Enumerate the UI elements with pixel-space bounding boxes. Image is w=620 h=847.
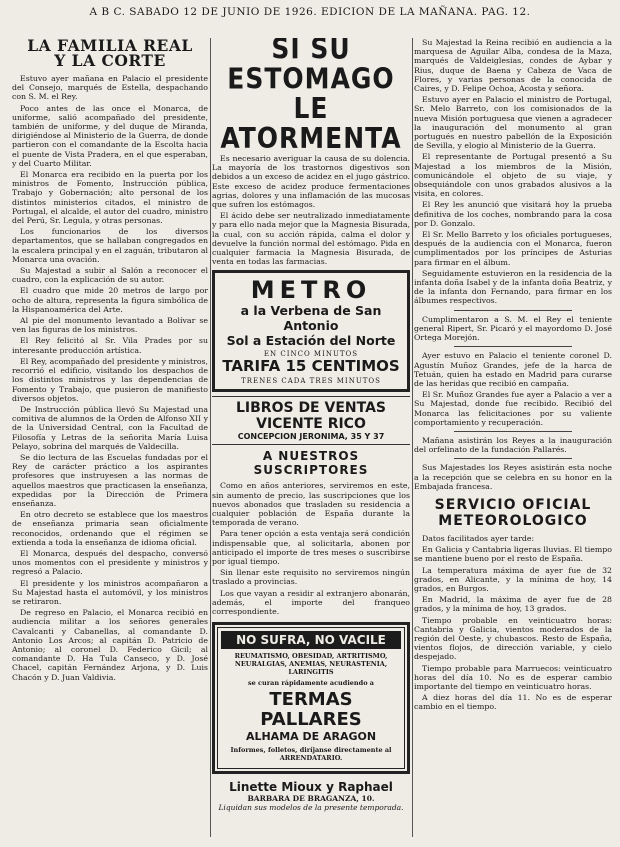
title-line: Y LA CORTE — [54, 51, 166, 70]
paragraph: La temperatura máxima de ayer fue de 32 grados, en Alicante, y la mínima de hoy, 14 grados, en Burgos. — [414, 565, 612, 593]
paragraph: Los funcionarios de los diversos departamentos, que se hallaban congregados en la escalera principal y en el zaguán, tributaron al Monarca una ovación. — [12, 227, 208, 264]
ad-address: CONCEPCION JERONIMA, 35 Y 37 — [237, 432, 385, 442]
paragraph: Su Majestad a subir al Salón a reconocer el cuadro, con la explicación de su autor. — [12, 266, 208, 285]
paragraph: Como en años anteriores, serviremos en este, sin aumento de precio, las suscripciones que los nuevos abonados que trasladen su residencia a cualquier población de España durante la temporada de verano. — [212, 481, 410, 528]
ad-paragraph: Es necesario averiguar la causa de su dolencia. La mayoría de los trastornos digestivos son debidos a un exceso de acidez en el jugo gástrico. Este exceso de acidez produce fermentaciones agrias, dolores y una inflamación de las mucosas que sufren los estómagos. — [212, 154, 410, 210]
ad-banner: NO SUFRA, NO VACILE — [221, 631, 401, 649]
title-line: LA FAMILIA REAL — [27, 38, 193, 55]
paragraph: El Monarca era recibido en la puerta por los ministros de Fomento, Instrucción pública, Trabajo y Gobernación; alto personal de los distintos ministerios citados, el ministro de Portugal, el alcalde, el autor del cuadro, ministro del Perú, Sr. Legula, y otras personas. — [12, 170, 208, 226]
paragraph: Al pie del monumento levantado a Bolívar se ven las figuras de los ministros. — [12, 316, 208, 335]
ad-info: Informes, folletos, diríjanse directamente al ARRENDATARIO. — [230, 746, 392, 763]
paragraph: El Monarca, después del despacho, conversó unos momentos con el presidente y ministros y regresó a Palacio. — [12, 548, 208, 577]
paragraph: En otro decreto se establece que los maestros de enseñanza primaria sean oficialmente reconocidos, ordenando que el régimen se extienda a toda la enseñanza de idioma oficial. — [12, 510, 208, 547]
divider — [454, 458, 573, 459]
ad-address: BARBARA DE BRAGANZA, 10. — [247, 794, 375, 804]
linette-ad — [212, 780, 410, 812]
paragraph: A diez horas del día 11. No es de esperar cambio en el tiempo. — [414, 693, 612, 712]
paragraph: Los que vayan a residir al extranjero abonarán, además, el importe del franqueo correspondiente. — [212, 588, 410, 617]
paragraph: Sin llenar este requisito no serviremos ningún traslado a provincias. — [212, 568, 410, 587]
page-header: A B C. SABADO 12 DE JUNIO DE 1926. EDICION DE LA MAÑANA. PAG. 12. — [89, 6, 531, 18]
weather-service-title — [414, 497, 612, 529]
headline-line: LE ATORMENTA — [220, 91, 402, 155]
ad-name: TERMAS PALLARES — [260, 689, 362, 731]
metro-line: a la Verbena de San Antonio — [240, 303, 382, 334]
subscribers-title: A NUESTROS SUSCRIPTORES — [253, 449, 369, 478]
metro-line: EN CINCO MINUTOS — [263, 350, 359, 359]
column-divider — [210, 38, 211, 837]
title-line: SERVICIO OFICIAL — [434, 496, 592, 513]
paragraph: De regreso en Palacio, el Monarca recibió en audiencia militar a los señores generales Cavalcanti y Cabanellas, al comandante D. Antonio Los Arcos; al capitán D. Patricio de Antonio; al coronel D. Federico Gicil; al comandante D. Ha Tula Canseco, y D. José Chacel, capitán Fernández Arjona, y D. Luis Chacón y D. Juan Valdivia. — [12, 608, 208, 682]
paragraph: El Rey felicitó al Sr. Vila Prades por su interesante producción artística. — [12, 336, 208, 355]
paragraph: Estuvo ayer en Palacio el ministro de Portugal, Sr. Melo Barreto, con los comisionados de la nueva Misión portuguesa que vienen a agradecer la inauguración del monumento al gran portugués en nuestro pabellón de la Exposición de Sevilla, y elogio al Ministerio de la Guerra. — [414, 95, 612, 151]
paragraph: En Madrid, la máxima de ayer fue de 28 grados, y la mínima de hoy, 13 grados. — [414, 595, 612, 614]
paragraph: Mañana asistirán los Reyes a la inauguración del orfelinato de la fundación Pallarés. — [414, 435, 612, 455]
column-advertisements — [212, 38, 410, 841]
ad-place: ALHAMA DE ARAGON — [245, 730, 377, 744]
paragraph: El cuadro que mide 20 metros de largo por ocho de altura, representa la figura simbólica de la Hispanoamérica del Arte. — [12, 286, 208, 314]
paragraph: Su Majestad la Reina recibió en audiencia a la marquesa de Aguilar Alba, condesa de la Maza, marqués de Valdeiglesias, condes de Aybar y Rius, duque de Baena y Cabeza de Vaca de Flores, y varias personas de la conocida de Caires, y D. Felipe Ochoa, Acosta y señora. — [414, 38, 612, 94]
paragraph: Seguidamente estuvieron en la residencia de la infanta doña Isabel y de la infanta doña Beatriz, y de la infanta don Fernando, para firmar en los álbumes respectivos. — [414, 268, 612, 306]
ad-title: VICENTE RICO — [256, 416, 366, 433]
metro-price: TARIFA 15 CENTIMOS — [222, 357, 400, 376]
paragraph: El Sr. Mello Barreto y los oficiales portugueses, después de la audiencia con el Monarca, fueron cumplimentados por los príncipes de Asturias para firmar en el álbum. — [414, 230, 612, 267]
ad-title: LIBROS DE VENTAS — [236, 400, 386, 417]
paragraph: El Rey les anunció que visitará hoy la prueba definitiva de los coches, nombrando para la cosa por D. Gonzalo. — [414, 200, 612, 228]
termas-pallares-ad — [212, 622, 410, 774]
paragraph: Datos facilitados ayer tarde: — [422, 533, 535, 543]
ad-paragraph: El ácido debe ser neutralizado inmediatamente y para ello nada mejor que la Magnesia Bisurada, la cual, con su acción rápida, calma el dolor y devuelve la función normal del estómago. Pida en cualquier farmacia la Magnesia Bisurada, de venta en todas las farmacias. — [212, 211, 410, 267]
paragraph: El Rey, acompañado del presidente y ministros, recorrió el edificio, visitando los despachos de los distintos ministros y las dependencias de Fomento y Trabajo, que pusieron de manifiesto diversos objetos. — [12, 356, 208, 403]
paragraph: El presidente y los ministros acompañaron a Su Majestad hasta el automóvil, y los ministros se retiraron. — [12, 578, 208, 606]
paragraph: De Instrucción pública llevó Su Majestad una comitiva de alumnos de la Orden de Alfonso XII y de la Universidad Central, con la Facultad de Filosofía y Letras de la señorita María Luisa Pelayo, sobrina del marqués de Valdecilla. — [12, 404, 208, 451]
metro-line: TRENES CADA TRES MINUTOS — [241, 377, 381, 386]
headline-line: SI SU ESTOMAGO — [227, 38, 395, 96]
ad-note: Liquidan sus modelos de la presente temporada. — [218, 803, 404, 813]
paragraph: Estuvo ayer mañana en Palacio el presidente del Consejo, marqués de Estella, despachando con S. M. el Rey. — [12, 74, 208, 102]
paragraph: Ayer estuvo en Palacio el teniente coronel D. Agustín Muñoz Grandes, jefe de la harca de Tetuán, quien ha estado en Madrid para curarse de las heridas que recibió en campaña. — [414, 351, 612, 388]
paragraph: El Sr. Muñoz Grandes fue ayer a Palacio a ver a Su Majestad, donde fue recibido. Recibió del Monarca las felicitaciones por su valiente comportamiento y recuperación. — [414, 390, 612, 427]
paragraph: Para tener opción a esta ventaja será condición indispensable que, al solicitarla, abonen por anticipado el importe de tres meses o suscribirse por igual tiempo. — [212, 529, 410, 567]
paragraph: Cumplimentaron a S. M. el Rey el teniente general Ripert, Sr. Picaró y el mayordomo D. José Ortega Morejón. — [414, 314, 612, 343]
paragraph: Se dio lectura de las Escuelas fundadas por el Rey de carácter práctico a los aspirantes profesores que instruyesen a las normas de aquellos maestros que practicasen la enseñanza, expedidas por la Dirección de Primera enseñanza. — [12, 452, 208, 508]
metro-line: Sol a Estación del Norte — [226, 333, 396, 349]
ad-title: Linette Mioux y Raphael — [229, 780, 393, 795]
divider — [454, 310, 573, 311]
paragraph: El representante de Portugal presentó a Su Majestad a los miembros de la Misión, comunicándole el objeto de su viaje, y obsequiándole con unos grabados alusivos a la visita, en colores. — [414, 152, 612, 199]
paragraph: Tiempo probable para Marruecos: veinticuatro horas del día 10. No es de esperar cambio importante del tiempo en veinticuatro horas. — [414, 663, 612, 691]
paragraph: Poco antes de las once el Monarca, de uniforme, salió acompañado del presidente, también de uniforme, y del duque de Miranda, dirigiéndose al Ministerio de la Guerra, de donde partieron con el comandante de la Escolta hacia el puente de Vista Pradera, en el que esperaban, y del Cuarto Militar. — [12, 103, 208, 168]
paragraph: Tiempo probable en veinticuatro horas: Cantabria y Galicia, vientos moderados de la región del Oeste, y chubascos. Resto de España, vientos flojos, de dirección variable, y cielo despejado. — [414, 615, 612, 662]
stomach-ad-headline — [212, 38, 410, 154]
paragraph: En Galicia y Cantabria ligeras lluvias. El tiempo se mantiene bueno por el resto de España. — [414, 545, 612, 564]
column-divider — [412, 38, 413, 837]
metro-title: METRO — [250, 276, 372, 305]
divider — [454, 431, 573, 432]
title-line: METEOROLOGICO — [438, 512, 588, 529]
book-sale-ad — [212, 396, 410, 445]
divider — [454, 346, 573, 347]
ad-conditions: REUMATISMO, OBESIDAD, ARTRITISMO, NEURALGIAS, ANEMIAS, NEURASTENIA, LARINGITIS — [234, 652, 388, 677]
ad-text: se curan rápidamente acudiendo a — [247, 679, 375, 688]
section-title — [12, 38, 208, 68]
column-royal-family — [12, 38, 208, 841]
paragraph: Sus Majestades los Reyes asistirán esta noche a la recepción que se celebra en su honor en la Embajada francesa. — [414, 463, 612, 491]
metro-ad — [212, 270, 410, 392]
column-court-news — [414, 38, 612, 841]
